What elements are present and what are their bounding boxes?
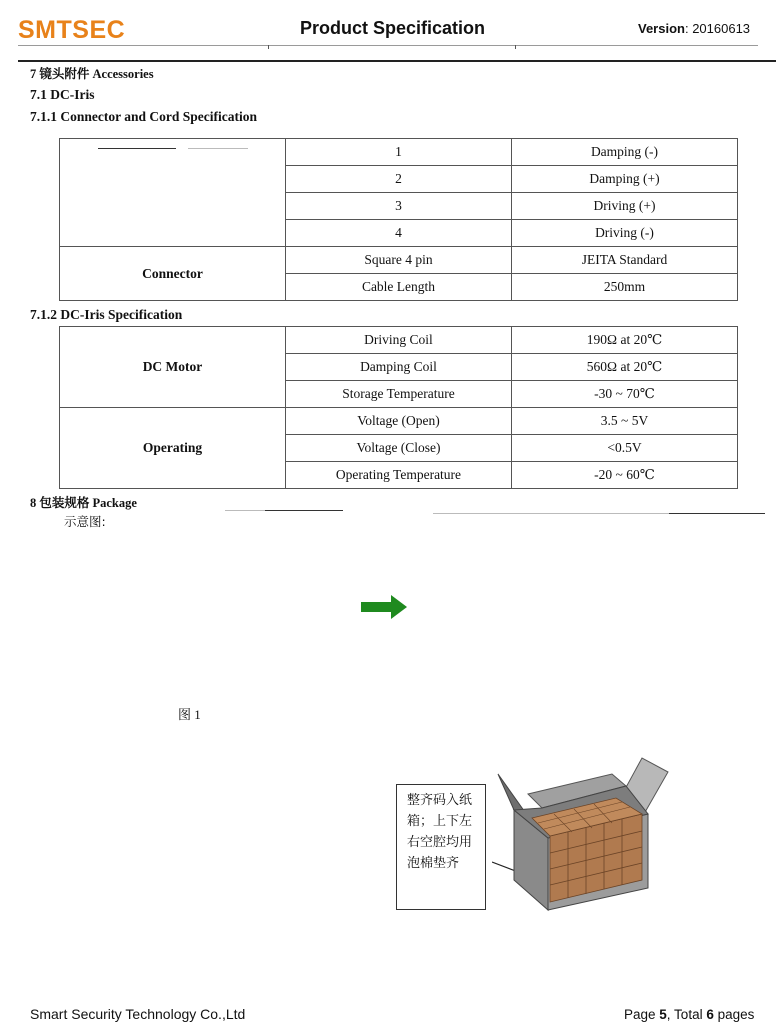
table-row xyxy=(60,327,738,354)
decorative-line xyxy=(98,148,176,149)
pin-function: Driving (+) xyxy=(512,193,738,220)
spec-value: 3.5 ~ 5V xyxy=(512,408,738,435)
pin-number: 3 xyxy=(286,193,512,220)
spec-item: Driving Coil xyxy=(286,327,512,354)
group-dc-motor: DC Motor xyxy=(60,327,286,408)
footer-company: Smart Security Technology Co.,Ltd xyxy=(30,1006,246,1022)
pin-function: Driving (-) xyxy=(512,220,738,247)
version-info xyxy=(638,21,750,36)
pin-number: 4 xyxy=(286,220,512,247)
page-mid: , Total xyxy=(666,1007,707,1022)
section-7-heading: 7 镜头附件 Accessories xyxy=(30,67,154,81)
pin-function: Damping (+) xyxy=(512,166,738,193)
header-tick xyxy=(515,45,516,49)
spec-value: JEITA Standard xyxy=(512,247,738,274)
document-title: Product Specification xyxy=(300,18,486,38)
image-edge-line xyxy=(433,513,669,514)
connector-label: Connector xyxy=(60,247,286,301)
header-divider-thick xyxy=(18,60,776,62)
pin-number: 1 xyxy=(286,139,512,166)
pin-number: 2 xyxy=(286,166,512,193)
page-current: 5 xyxy=(659,1007,667,1022)
spec-item: Cable Length xyxy=(286,274,512,301)
spec-value: -20 ~ 60℃ xyxy=(512,462,738,489)
packing-callout xyxy=(396,784,486,910)
page-suffix: pages xyxy=(713,1007,755,1022)
packing-box-illustration xyxy=(492,752,672,919)
dc-iris-spec-table xyxy=(59,326,738,489)
version-value: : 20160613 xyxy=(684,21,751,36)
spec-item: Voltage (Close) xyxy=(286,435,512,462)
image-edge-line xyxy=(669,513,765,514)
diagram-label: 示意图: xyxy=(64,514,106,529)
spec-value: -30 ~ 70℃ xyxy=(512,381,738,408)
header-divider-thin xyxy=(18,45,758,46)
pinout-image-cell xyxy=(60,139,286,247)
company-logo: SMTSEC xyxy=(18,16,126,44)
page-total: 6 xyxy=(706,1007,714,1022)
spec-item: Damping Coil xyxy=(286,354,512,381)
section-7-1-1-heading: 7.1.1 Connector and Cord Specification xyxy=(30,109,258,124)
version-label: Version xyxy=(638,21,685,36)
callout-line: 箱；上下左 xyxy=(407,814,473,829)
spec-value: 190Ω at 20℃ xyxy=(512,327,738,354)
spec-item: Voltage (Open) xyxy=(286,408,512,435)
footer-page-number xyxy=(624,1007,754,1022)
spec-value: 560Ω at 20℃ xyxy=(512,354,738,381)
spec-value: <0.5V xyxy=(512,435,738,462)
decorative-line xyxy=(188,148,248,149)
spec-item: Operating Temperature xyxy=(286,462,512,489)
table-row xyxy=(60,139,738,166)
section-7-1-heading: 7.1 DC-Iris xyxy=(30,87,95,102)
spec-item: Storage Temperature xyxy=(286,381,512,408)
callout-line: 泡棉垫齐 xyxy=(407,856,460,871)
connector-spec-table xyxy=(59,138,738,301)
section-7-1-2-heading: 7.1.2 DC-Iris Specification xyxy=(30,307,183,322)
right-arrow-icon xyxy=(361,595,409,624)
callout-line: 整齐码入纸 xyxy=(407,793,473,808)
table-row xyxy=(60,408,738,435)
header-tick xyxy=(268,45,269,49)
image-edge-line xyxy=(225,510,265,511)
table-row xyxy=(60,247,738,274)
figure-label: 图 1 xyxy=(178,707,201,722)
spec-value: 250mm xyxy=(512,274,738,301)
page-prefix: Page xyxy=(624,1007,660,1022)
spec-item: Square 4 pin xyxy=(286,247,512,274)
callout-line: 右空腔均用 xyxy=(407,835,473,850)
section-8-heading: 8 包装规格 Package xyxy=(30,496,137,510)
image-edge-line xyxy=(265,510,343,511)
group-operating: Operating xyxy=(60,408,286,489)
pin-function: Damping (-) xyxy=(512,139,738,166)
